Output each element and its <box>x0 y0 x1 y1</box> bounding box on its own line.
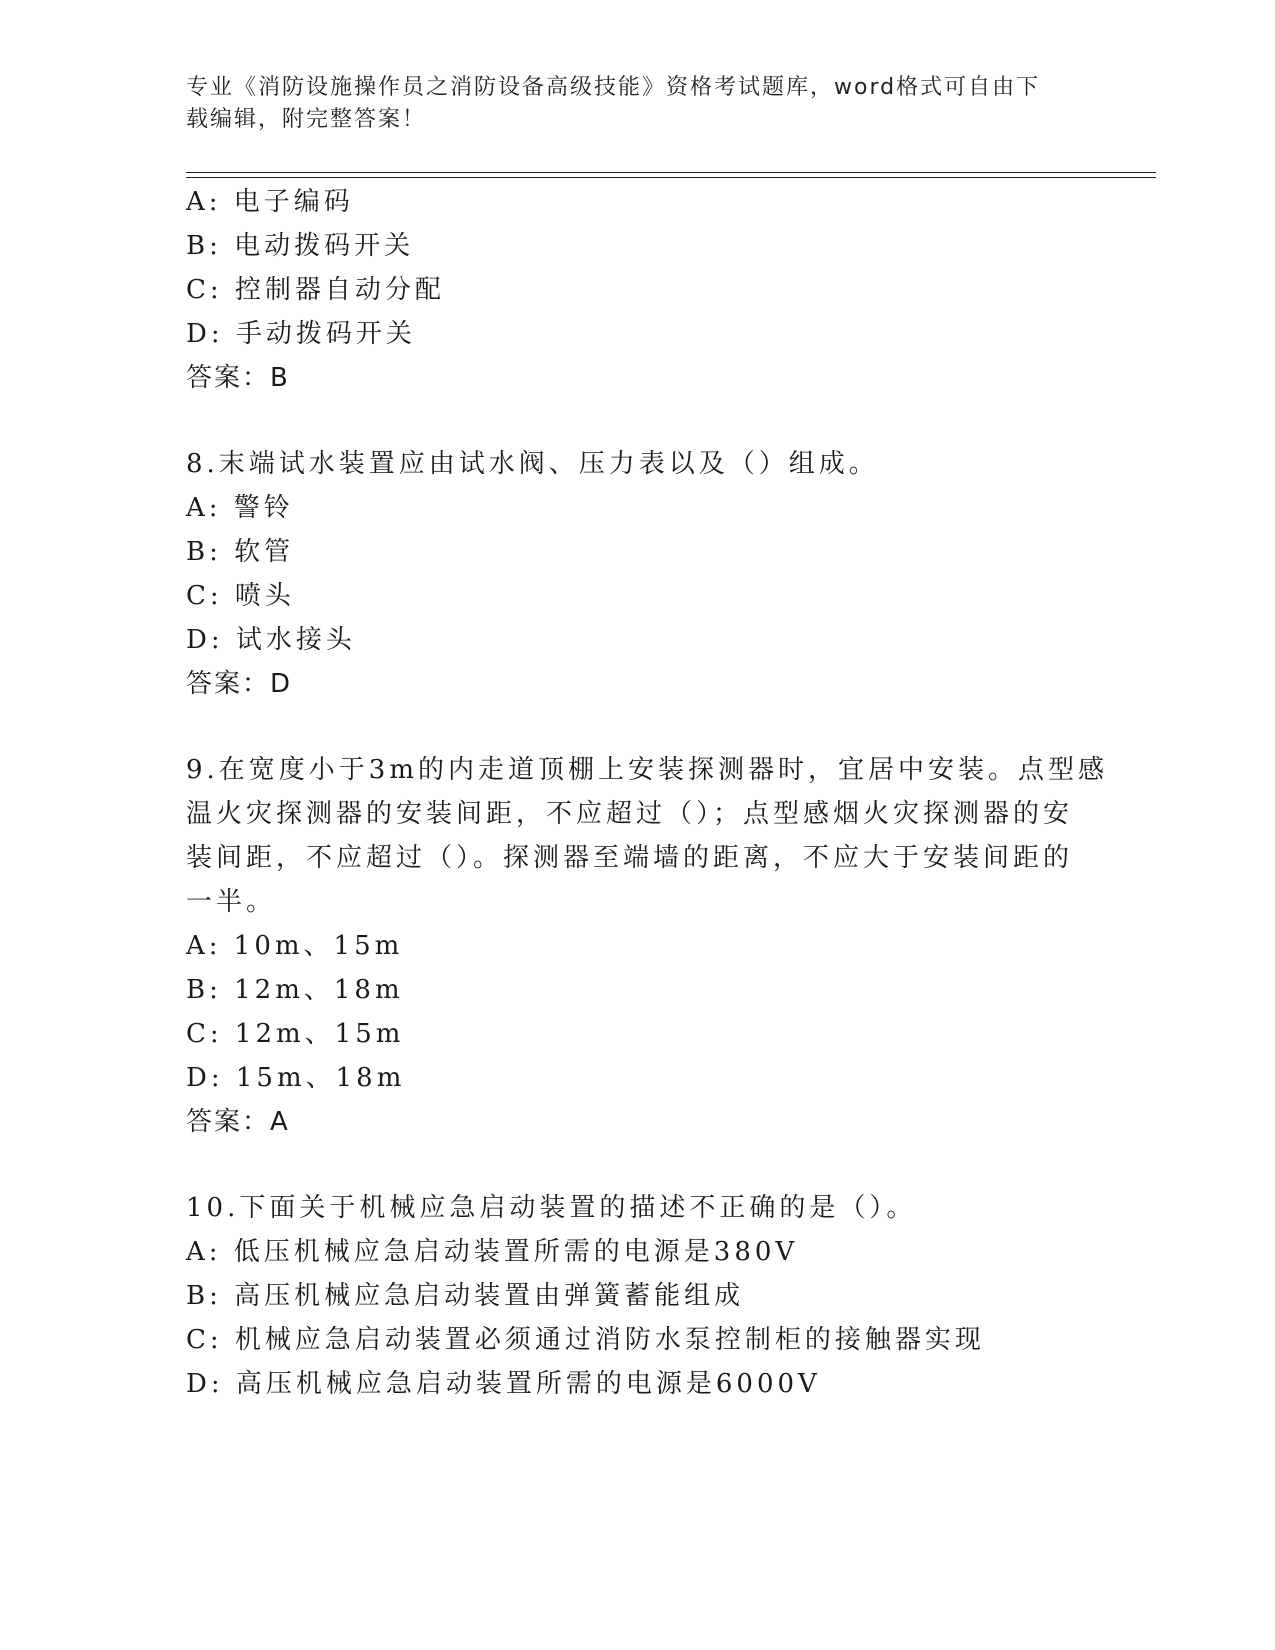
q10-option-a: A: 低压机械应急启动装置所需的电源是380V <box>186 1237 799 1267</box>
header-rule-top <box>186 172 1156 173</box>
header-line-2: 载编辑，附完整答案！ <box>186 107 427 132</box>
q10-stem: 10.下面关于机械应急启动装置的描述不正确的是（）。 <box>186 1193 917 1223</box>
q7-answer: 答案：B <box>186 363 290 393</box>
q9-option-b: B: 12m、18m <box>186 975 404 1005</box>
q10-option-c: C: 机械应急启动装置必须通过消防水泵控制柜的接触器实现 <box>186 1325 985 1355</box>
q9-stem-line-2: 温火灾探测器的安装间距，不应超过（）；点型感烟火灾探测器的安 <box>186 799 1074 829</box>
q9-stem-line-3: 装间距，不应超过（）。探测器至端墙的距离，不应大于安装间距的 <box>186 843 1074 873</box>
q9-answer: 答案：A <box>186 1107 290 1137</box>
q7-option-b: B: 电动拨码开关 <box>186 231 415 261</box>
q9-stem-line-1: 9.在宽度小于3m的内走道顶棚上安装探测器时，宜居中安装。点型感 <box>186 755 1109 785</box>
q9-stem-line-4: 一半。 <box>186 887 277 917</box>
q9-option-a: A: 10m、15m <box>186 931 404 961</box>
q7-option-c: C: 控制器自动分配 <box>186 275 445 305</box>
q8-option-c: C: 喷头 <box>186 581 295 611</box>
q8-stem: 8.末端试水装置应由试水阀、压力表以及（）组成。 <box>186 449 879 479</box>
q9-option-c: C: 12m、15m <box>186 1019 405 1049</box>
q9-option-d: D: 15m、18m <box>186 1063 406 1093</box>
q10-option-b: B: 高压机械应急启动装置由弹簧蓄能组成 <box>186 1281 745 1311</box>
q7-option-a: A: 电子编码 <box>186 187 354 217</box>
q10-option-d: D: 高压机械应急启动装置所需的电源是6000V <box>186 1369 821 1399</box>
q8-answer: 答案：D <box>186 669 293 699</box>
q8-option-a: A: 警铃 <box>186 493 294 523</box>
q8-option-b: B: 软管 <box>186 537 295 567</box>
header-line-1: 专业《消防设施操作员之消防设备高级技能》资格考试题库，word格式可自由下 <box>186 75 1041 100</box>
header-rule-bottom <box>186 177 1156 178</box>
q8-option-d: D: 试水接头 <box>186 625 356 655</box>
q7-option-d: D: 手动拨码开关 <box>186 319 416 349</box>
